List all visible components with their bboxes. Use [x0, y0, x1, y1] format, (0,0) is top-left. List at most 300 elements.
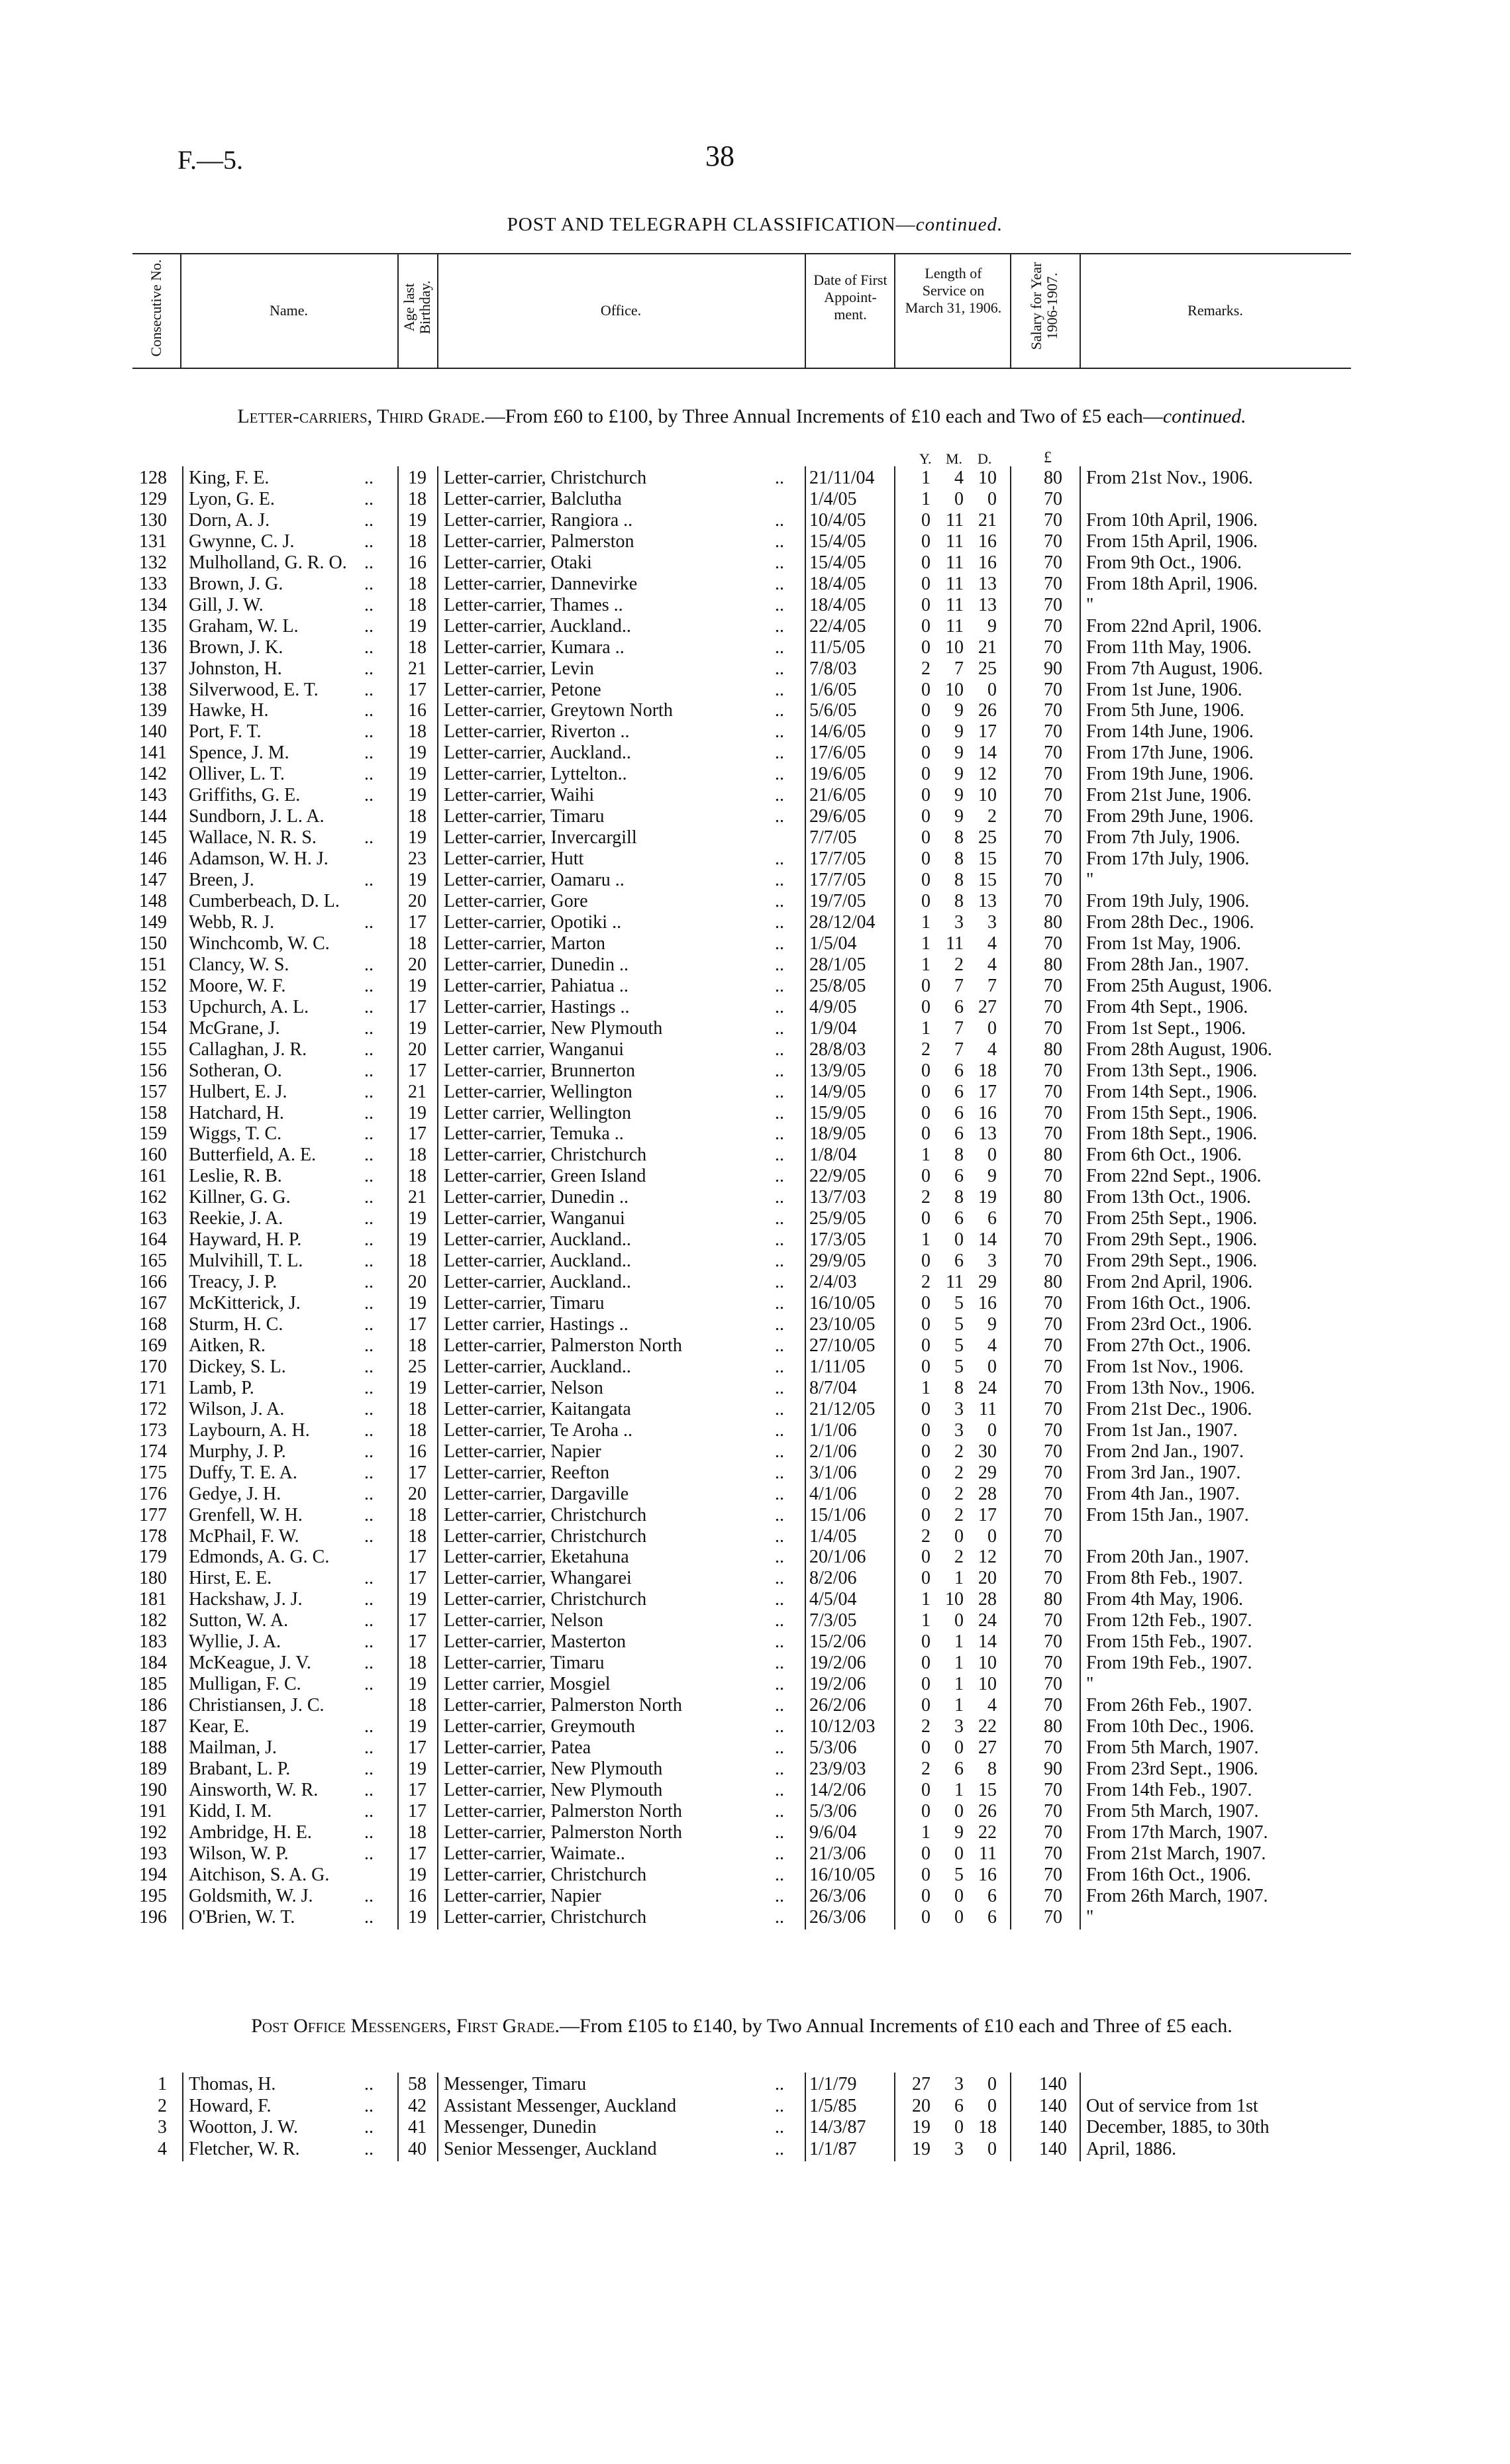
cell-leader: .. [364, 764, 374, 785]
cell-leader: .. [364, 1610, 374, 1631]
table-row [0, 1166, 1510, 1187]
cell-months: 0 [954, 1800, 964, 1822]
cell-months: 8 [954, 1187, 964, 1208]
cell-months: 3 [954, 2138, 964, 2159]
cell-age: 18 [408, 1822, 427, 1843]
cell-name: Howard, F. [189, 2095, 272, 2116]
cell-age: 18 [408, 1653, 427, 1674]
cell-name: Griffiths, G. E. [189, 785, 301, 806]
table-row [0, 658, 1510, 680]
cell-name: O'Brien, W. T. [189, 1906, 295, 1927]
column-rule [182, 2073, 183, 2161]
cell-salary: 70 [1044, 679, 1062, 700]
cell-salary: 70 [1044, 1483, 1062, 1504]
cell-name: Webb, R. J. [189, 911, 275, 933]
column-rule [1010, 466, 1011, 1929]
cell-date: 17/6/05 [809, 743, 866, 764]
cell-date: 28/1/05 [809, 954, 866, 975]
table-row [0, 1335, 1510, 1357]
cell-months: 9 [954, 743, 964, 764]
cell-remarks: From 13th Nov., 1906. [1086, 1377, 1255, 1398]
cell-salary: 70 [1044, 700, 1062, 721]
cell-number: 172 [139, 1398, 167, 1419]
cell-days: 0 [987, 2074, 997, 2094]
cell-salary: 70 [1044, 827, 1062, 848]
cell-age: 21 [408, 658, 427, 679]
cell-salary: 70 [1044, 1822, 1062, 1843]
cell-date: 17/7/05 [809, 870, 866, 891]
cell-leader: .. [775, 1504, 784, 1525]
table-row [0, 595, 1510, 616]
cell-days: 13 [978, 891, 997, 911]
cell-salary: 70 [1044, 975, 1062, 996]
cell-name: Moore, W. F. [189, 975, 286, 996]
cell-remarks: From 22nd Sept., 1906. [1086, 1166, 1262, 1187]
cell-office: Letter-carrier, Napier [444, 1885, 601, 1906]
cell-remarks: From 10th Dec., 1906. [1086, 1716, 1254, 1737]
cell-name: Hayward, H. P. [189, 1229, 302, 1251]
cell-leader: .. [775, 531, 784, 552]
cell-years: 0 [921, 1166, 931, 1187]
cell-days: 4 [987, 1335, 997, 1356]
cell-age: 23 [408, 848, 427, 870]
cell-name: Mulholland, G. R. O. [189, 552, 347, 573]
cell-days: 14 [978, 1229, 997, 1251]
cell-number: 188 [139, 1737, 167, 1758]
cell-age: 21 [408, 1187, 427, 1208]
cell-years: 0 [921, 1504, 931, 1525]
cell-salary: 70 [1044, 1504, 1062, 1525]
cell-name: Cumberbeach, D. L. [189, 891, 340, 911]
cell-days: 18 [978, 2117, 997, 2137]
cell-leader: .. [775, 1547, 784, 1568]
cell-leader: .. [775, 2117, 784, 2137]
cell-days: 6 [987, 1906, 997, 1927]
cell-number: 192 [139, 1822, 167, 1843]
cell-age: 16 [408, 1885, 427, 1906]
table-row [0, 743, 1510, 764]
cell-leader: .. [775, 1145, 784, 1166]
cell-leader: .. [775, 1229, 784, 1251]
cell-leader: .. [364, 1800, 374, 1822]
cell-leader: .. [775, 468, 784, 488]
cell-leader: .. [364, 1631, 374, 1653]
cell-name: Killner, G. G. [189, 1187, 291, 1208]
cell-number: 194 [139, 1864, 167, 1885]
cell-days: 9 [987, 1166, 997, 1187]
cell-number: 185 [139, 1674, 167, 1695]
cell-name: McGrane, J. [189, 1017, 280, 1039]
table-row [0, 531, 1510, 552]
table-row [0, 1145, 1510, 1166]
cell-name: Breen, J. [189, 870, 254, 891]
table-row [0, 1123, 1510, 1145]
cell-age: 20 [408, 891, 427, 911]
cell-date: 21/12/05 [809, 1398, 876, 1419]
cell-leader: .. [775, 764, 784, 785]
cell-salary: 80 [1044, 911, 1062, 933]
table-row [0, 1039, 1510, 1060]
cell-remarks: December, 1885, to 30th [1086, 2117, 1270, 2137]
cell-office: Letter-carrier, New Plymouth [444, 1758, 663, 1779]
cell-years: 0 [921, 1864, 931, 1885]
cell-name: King, F. E. [189, 468, 270, 488]
table-title-continued: continued. [915, 214, 1003, 235]
cell-age: 18 [408, 1166, 427, 1187]
cell-remarks: From 15th Feb., 1907. [1086, 1631, 1252, 1653]
cell-name: Lyon, G. E. [189, 488, 275, 509]
cell-salary: 70 [1044, 1737, 1062, 1758]
cell-age: 18 [408, 1419, 427, 1441]
table-row [0, 933, 1510, 954]
cell-age: 25 [408, 1356, 427, 1377]
cell-remarks: April, 1886. [1086, 2138, 1177, 2159]
cell-leader: .. [364, 658, 374, 679]
cell-salary: 70 [1044, 1568, 1062, 1589]
cell-date: 4/5/04 [809, 1589, 857, 1610]
cell-leader: .. [364, 1568, 374, 1589]
cell-remarks: From 21st Dec., 1906. [1086, 1398, 1252, 1419]
cell-years: 0 [921, 615, 931, 637]
cell-leader: .. [364, 1398, 374, 1419]
cell-months: 0 [954, 1885, 964, 1906]
cell-days: 4 [987, 933, 997, 954]
cell-leader: .. [364, 1419, 374, 1441]
cell-age: 40 [408, 2138, 427, 2159]
cell-age: 19 [408, 1208, 427, 1229]
cell-date: 2/4/03 [809, 1272, 857, 1293]
cell-days: 25 [978, 827, 997, 848]
cell-remarks: From 27th Oct., 1906. [1086, 1335, 1251, 1356]
cell-remarks: From 18th April, 1906. [1086, 573, 1258, 594]
cell-date: 19/2/06 [809, 1653, 866, 1674]
cell-age: 19 [408, 1229, 427, 1251]
cell-months: 0 [954, 1906, 964, 1927]
cell-leader: .. [775, 1251, 784, 1272]
cell-name: Winchcomb, W. C. [189, 933, 330, 954]
cell-leader: .. [364, 870, 374, 891]
cell-months: 3 [954, 2074, 964, 2094]
column-rule [182, 466, 183, 1929]
cell-leader: .. [775, 509, 784, 531]
cell-leader: .. [364, 996, 374, 1017]
cell-days: 17 [978, 1081, 997, 1102]
cell-days: 13 [978, 573, 997, 594]
cell-salary: 70 [1044, 1251, 1062, 1272]
cell-remarks: From 15th Sept., 1906. [1086, 1102, 1258, 1123]
cell-leader: .. [775, 891, 784, 911]
cell-date: 19/7/05 [809, 891, 866, 911]
cell-age: 18 [408, 637, 427, 658]
section-title-letter-carriers [132, 404, 1351, 429]
cell-leader: .. [775, 1737, 784, 1758]
cell-leader: .. [775, 658, 784, 679]
cell-age: 19 [408, 827, 427, 848]
table-row [0, 2139, 1510, 2160]
cell-salary: 70 [1044, 721, 1062, 743]
cell-salary: 70 [1044, 1864, 1062, 1885]
cell-months: 2 [954, 1441, 964, 1462]
cell-days: 24 [978, 1377, 997, 1398]
cell-age: 19 [408, 1377, 427, 1398]
cell-age: 21 [408, 1081, 427, 1102]
cell-leader: .. [775, 1631, 784, 1653]
cell-months: 0 [954, 2117, 964, 2137]
cell-months: 11 [946, 573, 964, 594]
cell-number: 163 [139, 1208, 167, 1229]
cell-office: Letter-carrier, Oamaru .. [444, 870, 625, 891]
cell-number: 144 [139, 806, 167, 827]
cell-name: Sutton, W. A. [189, 1610, 289, 1631]
cell-years: 0 [921, 1419, 931, 1441]
cell-age: 17 [408, 996, 427, 1017]
cell-office: Letter-carrier, Auckland.. [444, 1356, 631, 1377]
cell-leader: .. [364, 743, 374, 764]
cell-leader: .. [364, 468, 374, 488]
cell-leader: .. [775, 848, 784, 870]
cell-name: Mulvihill, T. L. [189, 1251, 303, 1272]
cell-salary: 70 [1044, 1081, 1062, 1102]
cell-years: 0 [921, 827, 931, 848]
cell-age: 16 [408, 700, 427, 721]
cell-leader: .. [775, 1060, 784, 1081]
cell-remarks: From 15th Jan., 1907. [1086, 1504, 1249, 1525]
cell-date: 13/7/03 [809, 1187, 866, 1208]
cell-leader: .. [364, 1843, 374, 1864]
cell-name: Sundborn, J. L. A. [189, 806, 325, 827]
cell-months: 3 [954, 1398, 964, 1419]
table-row [0, 1314, 1510, 1335]
cell-age: 17 [408, 1631, 427, 1653]
cell-years: 0 [921, 1462, 931, 1483]
cell-leader: .. [364, 1145, 374, 1166]
table-row [0, 1229, 1510, 1251]
cell-date: 14/6/05 [809, 721, 866, 743]
cell-date: 8/2/06 [809, 1568, 857, 1589]
cell-years: 1 [921, 933, 931, 954]
cell-date: 15/9/05 [809, 1102, 866, 1123]
table-row [0, 680, 1510, 701]
cell-name: Laybourn, A. H. [189, 1419, 310, 1441]
cell-age: 19 [408, 975, 427, 996]
cell-months: 8 [954, 827, 964, 848]
cell-name: Leslie, R. B. [189, 1166, 282, 1187]
cell-office: Letter-carrier, Dannevirke [444, 573, 638, 594]
cell-office: Letter-carrier, Patea [444, 1737, 591, 1758]
cell-office: Letter-carrier, Waimate.. [444, 1843, 625, 1864]
cell-leader: .. [364, 1251, 374, 1272]
cell-remarks: From 11th May, 1906. [1086, 637, 1252, 658]
cell-remarks: From 1st Nov., 1906. [1086, 1356, 1244, 1377]
cell-date: 26/2/06 [809, 1695, 866, 1716]
cell-age: 42 [408, 2095, 427, 2116]
cell-office: Letter-carrier, Dunedin .. [444, 954, 629, 975]
cell-date: 27/10/05 [809, 1335, 876, 1356]
table-row [0, 721, 1510, 743]
table-row [0, 1357, 1510, 1378]
cell-days: 22 [978, 1716, 997, 1737]
cell-number: 134 [139, 594, 167, 615]
cell-salary: 140 [1039, 2138, 1067, 2159]
cell-number: 162 [139, 1187, 167, 1208]
cell-days: 30 [978, 1441, 997, 1462]
table-row [0, 637, 1510, 658]
cell-salary: 70 [1044, 1060, 1062, 1081]
cell-name: Hatchard, H. [189, 1102, 284, 1123]
table-row [0, 1737, 1510, 1759]
cell-number: 160 [139, 1145, 167, 1166]
cell-months: 8 [954, 1377, 964, 1398]
cell-number: 151 [139, 954, 167, 975]
cell-days: 10 [978, 468, 997, 488]
cell-name: Upchurch, A. L. [189, 996, 309, 1017]
cell-date: 3/1/06 [809, 1462, 857, 1483]
cell-months: 8 [954, 848, 964, 870]
cell-days: 15 [978, 870, 997, 891]
cell-leader: .. [364, 1589, 374, 1610]
cell-leader: .. [775, 1208, 784, 1229]
cell-age: 19 [408, 468, 427, 488]
table-row [0, 1378, 1510, 1399]
cell-months: 0 [954, 1843, 964, 1864]
cell-days: 27 [978, 996, 997, 1017]
table-row [0, 1484, 1510, 1505]
cell-remarks: From 19th June, 1906. [1086, 764, 1254, 785]
table-row [0, 1441, 1510, 1463]
cell-leader: .. [364, 637, 374, 658]
cell-days: 16 [978, 1864, 997, 1885]
cell-salary: 70 [1044, 1547, 1062, 1568]
table-row [0, 806, 1510, 827]
cell-number: 3 [158, 2117, 167, 2137]
cell-years: 0 [921, 975, 931, 996]
cell-salary: 70 [1044, 573, 1062, 594]
cell-salary: 90 [1044, 1758, 1062, 1779]
header-length: Length of Service on March 31, 1906. [905, 265, 1002, 316]
cell-months: 6 [954, 996, 964, 1017]
cell-leader: .. [775, 1525, 784, 1547]
cell-office: Letter-carrier, Auckland.. [444, 1229, 631, 1251]
cell-name: Brabant, L. P. [189, 1758, 291, 1779]
cell-leader: .. [775, 1779, 784, 1800]
cell-days: 6 [987, 1885, 997, 1906]
cell-remarks: From 1st May, 1906. [1086, 933, 1241, 954]
table-row [0, 1801, 1510, 1822]
cell-age: 19 [408, 1102, 427, 1123]
cell-age: 41 [408, 2117, 427, 2137]
cell-leader: .. [364, 1822, 374, 1843]
cell-office: Letter-carrier, Christchurch [444, 1145, 647, 1166]
cell-name: McKeague, J. V. [189, 1653, 311, 1674]
cell-years: 0 [921, 1885, 931, 1906]
cell-days: 18 [978, 1060, 997, 1081]
table-row [0, 1505, 1510, 1526]
cell-leader: .. [364, 1737, 374, 1758]
cell-remarks: From 2nd April, 1906. [1086, 1272, 1253, 1293]
cell-salary: 80 [1044, 468, 1062, 488]
cell-name: Hulbert, E. J. [189, 1081, 287, 1102]
cell-age: 16 [408, 552, 427, 573]
cell-date: 4/9/05 [809, 996, 857, 1017]
cell-months: 7 [954, 1017, 964, 1039]
cell-office: Letter-carrier, Opotiki .. [444, 911, 622, 933]
cell-remarks: From 16th Oct., 1906. [1086, 1293, 1251, 1314]
cell-remarks: From 20th Jan., 1907. [1086, 1547, 1249, 1568]
cell-leader: .. [364, 1229, 374, 1251]
cell-date: 19/2/06 [809, 1674, 866, 1695]
column-rule [437, 466, 438, 1929]
table-row [0, 616, 1510, 637]
cell-name: Fletcher, W. R. [189, 2138, 300, 2159]
cell-salary: 70 [1044, 1123, 1062, 1145]
cell-leader: .. [775, 1293, 784, 1314]
cell-years: 0 [921, 1123, 931, 1145]
cell-days: 4 [987, 954, 997, 975]
cell-age: 20 [408, 1272, 427, 1293]
header-office: Office. [600, 302, 642, 319]
cell-leader: .. [775, 1377, 784, 1398]
cell-leader: .. [364, 531, 374, 552]
cell-age: 18 [408, 488, 427, 509]
cell-months: 11 [946, 552, 964, 573]
cell-number: 175 [139, 1462, 167, 1483]
cell-years: 20 [912, 2095, 931, 2116]
cell-office: Letter-carrier, Hutt [444, 848, 584, 870]
cell-age: 18 [408, 806, 427, 827]
cell-leader: .. [364, 1885, 374, 1906]
cell-number: 2 [158, 2095, 167, 2116]
cell-salary: 70 [1044, 1377, 1062, 1398]
cell-office: Letter-carrier, Christchurch [444, 1589, 647, 1610]
table-row [0, 1716, 1510, 1737]
cell-salary: 70 [1044, 1631, 1062, 1653]
cell-name: Murphy, J. P. [189, 1441, 286, 1462]
cell-days: 16 [978, 552, 997, 573]
cell-office: Letter-carrier, Balclutha [444, 488, 622, 509]
cell-years: 0 [921, 891, 931, 911]
header-age: Age last Birthday. [401, 280, 433, 334]
cell-name: Gill, J. W. [189, 594, 264, 615]
table-row [0, 1187, 1510, 1208]
cell-days: 28 [978, 1589, 997, 1610]
cell-leader: .. [364, 1377, 374, 1398]
cell-name: Dickey, S. L. [189, 1356, 286, 1377]
cell-days: 26 [978, 1800, 997, 1822]
cell-years: 0 [921, 1293, 931, 1314]
table-row [0, 1060, 1510, 1082]
cell-months: 2 [954, 1483, 964, 1504]
cell-number: 155 [139, 1039, 167, 1060]
cell-leader: .. [364, 911, 374, 933]
cell-months: 5 [954, 1864, 964, 1885]
cell-years: 0 [921, 1843, 931, 1864]
cell-date: 9/6/04 [809, 1822, 857, 1843]
cell-name: Sotheran, O. [189, 1060, 282, 1081]
cell-years: 0 [921, 1060, 931, 1081]
cell-remarks: " [1086, 870, 1094, 891]
cell-salary: 70 [1044, 764, 1062, 785]
cell-days: 21 [978, 637, 997, 658]
cell-name: Brown, J. K. [189, 637, 283, 658]
cell-number: 183 [139, 1631, 167, 1653]
cell-office: Letter-carrier, Auckland.. [444, 1251, 631, 1272]
cell-name: Callaghan, J. R. [189, 1039, 307, 1060]
cell-days: 29 [978, 1462, 997, 1483]
cell-months: 6 [954, 1060, 964, 1081]
cell-office: Letter-carrier, Invercargill [444, 827, 637, 848]
cell-months: 7 [954, 658, 964, 679]
cell-office: Letter-carrier, Napier [444, 1441, 601, 1462]
